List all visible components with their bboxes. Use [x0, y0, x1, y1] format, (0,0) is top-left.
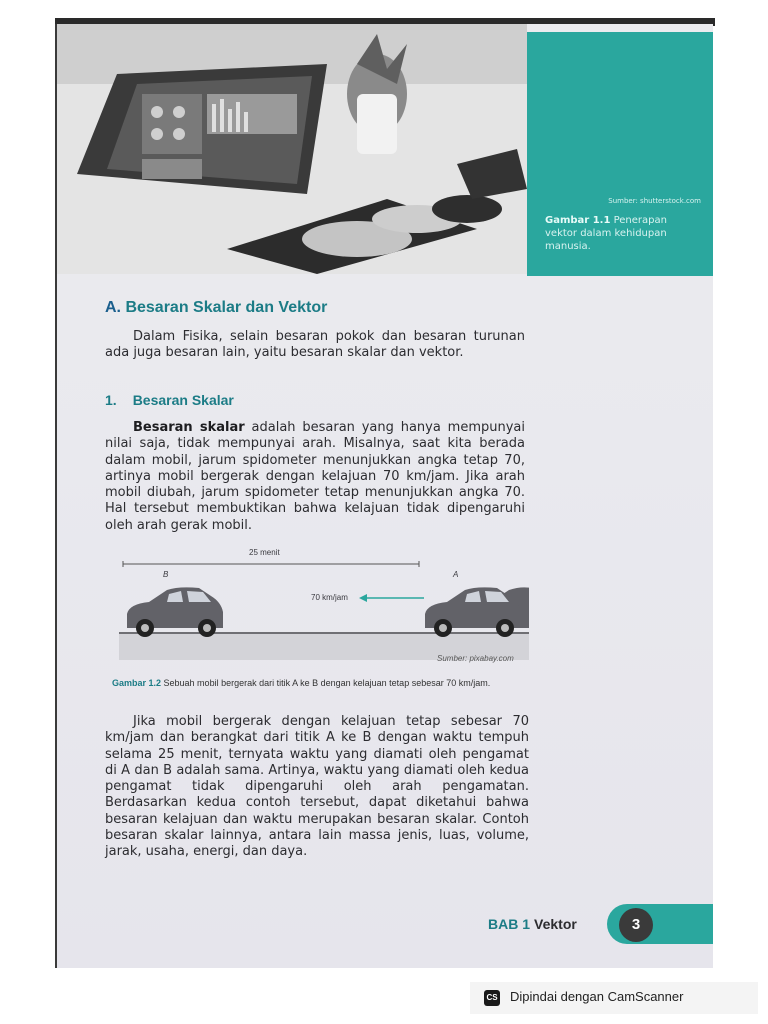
figure-caption-label: Gambar 1.2: [112, 678, 162, 688]
book-page: [57, 24, 713, 968]
laptop-typing-illustration: [57, 24, 527, 274]
subsection-title: [105, 392, 250, 408]
time-label: 25 menit: [249, 548, 280, 557]
scanner-text: Dipindai dengan CamScanner: [510, 989, 684, 1004]
hero-caption: [545, 214, 695, 253]
section-letter: A.: [105, 299, 121, 316]
section-title: [105, 299, 327, 317]
scalar-paragraph: [105, 420, 525, 534]
point-b-label: B: [163, 570, 169, 579]
section-title-text: Besaran Skalar dan Vektor: [125, 299, 328, 316]
point-a-label: A: [453, 570, 459, 579]
scalar-body: adalah besaran yang hanya mempunyai nilai saja, tidak mempunyai arah. Misalnya, saat kita berada dalam mobil, jarum spidometer menunjukkan angka tetap 70, artinya mobil bergerak dengan kelajuan 70 km/jam. Jika arah mobil diubah, jarum spidometer tetap menunjukkan angka 70. Hal tersebut membuktikan bahwa kelajuan tidak dipengaruhi oleh arah gerak mobil.: [105, 420, 525, 533]
subsection-title-text: Besaran Skalar: [132, 392, 234, 408]
hero-photo: [57, 24, 527, 274]
body-paragraph-2: Jika mobil bergerak dengan kelajuan tetap sebesar 70 km/jam dan berangkat dari titik A ke B dengan waktu tempuh selama 25 menit, ternyata waktu yang diamati oleh pengamat di A dan B adalah sama. Artinya, waktu yang diamati oleh kedua pengamat tidak dipengaruhi oleh arah pengamatan. Berdasarkan kedua contoh tersebut, dapat diketahui bahwa besaran kelajuan dan waktu merupakan besaran skalar. Contoh besaran skalar lainnya, antara lain massa jenis, luas, volume, jarak, usaha, energi, dan daya.: [105, 714, 529, 860]
chapter-number: BAB 1: [488, 916, 531, 932]
velocity-arrowhead: [359, 594, 367, 602]
figure-source: Sumber: pixabay.com: [437, 654, 514, 663]
intro-paragraph: Dalam Fisika, selain besaran pokok dan besaran turunan ada juga besaran lain, yaitu besaran skalar dan vektor.: [105, 329, 525, 361]
subsection-number: 1.: [105, 392, 117, 408]
chapter-title: Vektor: [534, 916, 577, 932]
figure-caption: [112, 676, 532, 690]
camscanner-logo-icon: CS: [484, 990, 500, 1006]
speed-label: 70 km/jam: [311, 593, 348, 602]
chapter-footer: [488, 916, 577, 932]
car-b: [127, 587, 223, 637]
page-number: 3: [619, 908, 653, 942]
scalar-term: Besaran skalar: [133, 420, 245, 435]
figure-caption-text: Sebuah mobil bergerak dari titik A ke B dengan kelajuan tetap sebesar 70 km/jam.: [161, 678, 491, 688]
hero-caption-text: Penerapan vektor dalam kehidupan manusia.: [545, 215, 667, 252]
car-a: [425, 587, 529, 637]
car-diagram: [119, 552, 529, 662]
hero-caption-label: Gambar 1.1: [545, 215, 611, 226]
hero-caption-box: [527, 32, 713, 276]
scanner-watermark: [470, 982, 758, 1014]
hero-source: Sumber: shutterstock.com: [608, 197, 701, 205]
